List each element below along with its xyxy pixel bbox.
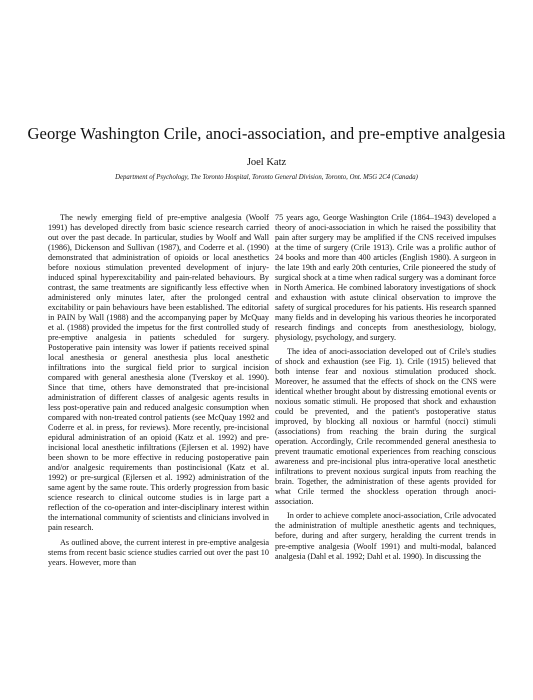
paragraph: As outlined above, the current interest in pre-emptive analgesia stems from recent basic science studies carried out over the past 10 years. However, more than bbox=[48, 537, 269, 567]
body-column-left bbox=[48, 213, 269, 568]
body-column-right bbox=[275, 213, 496, 562]
paragraph: 75 years ago, George Washington Crile (1864–1943) developed a theory of anoci-association in which he raised the possibility that pain after surgery may be amplified if the CNS received impulses at the time of surgery (Crile 1913). Crile was a prolific author of 24 books and more than 400 articles (English 1980). A surgeon in the late 19th and early 20th centuries, Crile pioneered the study of surgical shock at a time when radical surgery was a dominant force in North America. He combined laboratory investigations of shock and exhaustion with astute clinical observation to improve the safety of surgical procedures for his patients. His research spanned many fields and in developing his various theories he incorporated research findings and concepts from anesthesiology, biology, physiology, psychology, and surgery. bbox=[275, 213, 496, 343]
paragraph: In order to achieve complete anoci-association, Crile advocated the administration of multiple anesthetic agents and techniques, before, during and after surgery, heralding the current trends in pre-emptive analgesia (Woolf 1991) and multi-modal, balanced analgesia (Dahl et al. 1992; Dahl et al. 1990). In discussing the bbox=[275, 511, 496, 561]
article-author: Joel Katz bbox=[246, 157, 287, 168]
paragraph: The newly emerging field of pre-emptive analgesia (Woolf 1991) has developed directly from basic science research carried out over the past decade. In particular, studies by Woolf and Wall (1986), Dickenson and Sullivan (1987), and Coderre et al. (1990) demonstrated that administration of opioids or local anesthetics before noxious stimulation prevented development of injury-induced spinal hyperexcitability and pain-related behaviours. By contrast, the same treatments are significantly less effective when administered only minutes later, after the prolonged central excitability or pain behaviours have been established. The editorial in PAIN by Wall (1988) and the accompanying paper by McQuay et al. (1988) provided the impetus for the first controlled study of pre-emptive analgesia in patients scheduled for surgery. Postoperative pain intensity was lower if patients received spinal local anesthesia or general anesthesia plus local anesthetic infiltrations into the surgical field prior to surgical incision compared with general anesthesia alone (Tverskoy et al. 1990). Since that time, others have demonstrated that pre-incisional administration of different classes of analgesic agents results in less post-operative pain and reduced analgesic consumption when compared with non-treated control patients (see McQuay 1992 and Coderre et al. in press, for reviews). More recently, pre-incisional epidural administration of an opioid (Katz et al. 1992) and pre-incisional local anesthetic infiltrations (Ejlersen et al. 1992) have been shown to be more effective in reducing postoperative pain and/or analgesic requirements than postincisional (Katz et al. 1992) or pre-surgical (Ejlersen et al. 1992) administration of the same agent by the same route. This orderly progression from basic science research to clinical outcome studies is in large part a reflection of the co-operation and inter-disciplinary interest within the international community of scientists and clinicians involved in pain research. bbox=[48, 213, 269, 533]
article-title: George Washington Crile, anoci-association, and pre-emptive analgesia bbox=[27, 124, 506, 143]
author-affiliation: Department of Psychology, The Toronto Hospital, Toronto General Division, Toronto, Ont. M5G 2C4 (Canada) bbox=[115, 174, 418, 181]
paragraph: The idea of anoci-association developed out of Crile's studies of shock and exhaustion (see Fig. 1). Crile (1915) believed that both intense fear and noxious stimulation produced shock. Moreover, he assumed that the effects of shock on the CNS were identical whether brought about by distressing emotional events or noxious somatic stimuli. He proposed that shock and exhaustion could be prevented, and the patient's postoperative status improved, by blocking all noxious or harmful (nocci) stimuli (associations) from reaching the brain during the surgical operation. Accordingly, Crile recommended general anesthesia to prevent traumatic emotional experiences from reaching conscious awareness and pre-incisional plus intra-operative local anesthetic infiltrations to prevent noxious surgical inputs from reaching the brain. Together, the administration of these agents provided for what Crile termed the shockless operation through anoci-association. bbox=[275, 347, 496, 507]
